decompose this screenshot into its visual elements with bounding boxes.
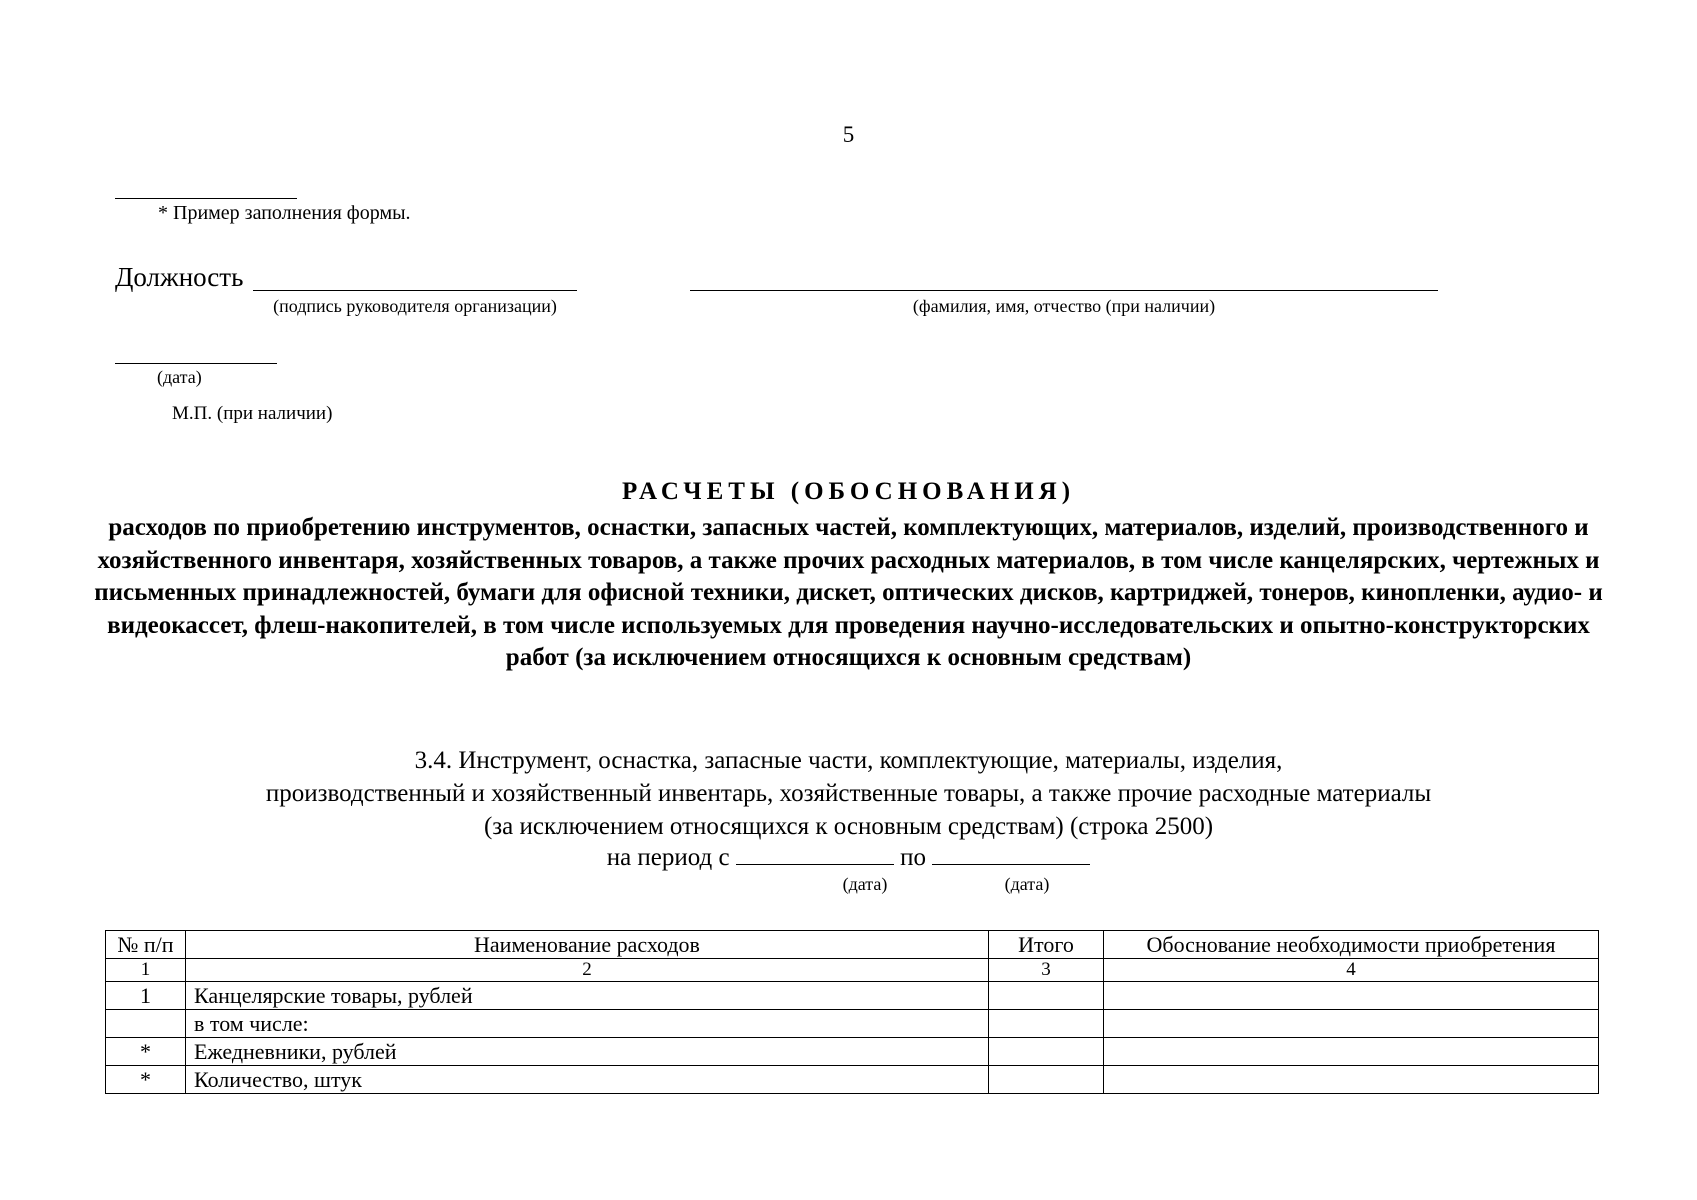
- colnum-4: 4: [1104, 959, 1599, 982]
- expense-table: [105, 930, 1599, 1094]
- footnote-text: * Пример заполнения формы.: [158, 202, 411, 224]
- colnum-2: 2: [186, 959, 989, 982]
- page-number: 5: [842, 122, 855, 147]
- header-total: Итого: [989, 931, 1104, 959]
- header-name: Наименование расходов: [186, 931, 989, 959]
- row-total[interactable]: [989, 1010, 1104, 1038]
- table-row: [106, 1066, 1599, 1094]
- signature-date-caption: (дата): [157, 367, 202, 387]
- section-heading-line-3: (за исключением относящихся к основным средствам) (строка 2500): [483, 813, 1214, 840]
- section-heading-line-1: 3.4. Инструмент, оснастка, запасные части, комплектующие, материалы, изделия,: [414, 747, 1283, 774]
- row-justification[interactable]: [1104, 1038, 1599, 1066]
- document-title: РАСЧЕТЫ (ОБОСНОВАНИЯ): [621, 478, 1076, 505]
- column-number-row: [106, 959, 1599, 982]
- section-heading: [80, 744, 1617, 843]
- table-row: [106, 1038, 1599, 1066]
- colnum-1: 1: [106, 959, 186, 982]
- period-middle: по: [900, 844, 927, 871]
- header-num: № п/п: [106, 931, 186, 959]
- row-justification[interactable]: [1104, 1066, 1599, 1094]
- row-total[interactable]: [989, 1038, 1104, 1066]
- document-subtitle: расходов по приобретению инструментов, оснастки, запасных частей, комплектующих, материалов, изделий, производственного и хозяйственного инвентаря, хозяйственных товаров, а также прочих расходных материалов, в том числе канцелярских, чертежных и письменных принадлежностей, бумаги для офисной техники, дискет, оптических дисков, картриджей, тонеров, кинопленки, аудио- и видеокассет, флеш-накопителей, в том числе используемых для проведения научно-исследовательских и опытно-конструкторских работ (за исключением относящихся к основным средствам): [94, 514, 1603, 671]
- period-to-caption: (дата): [1004, 874, 1050, 894]
- footnote-separator: [115, 198, 297, 199]
- full-name-line: [690, 290, 1438, 291]
- row-total[interactable]: [989, 982, 1104, 1010]
- signature-line: [253, 290, 577, 291]
- signature-caption: (подпись руководителя организации): [273, 296, 557, 316]
- row-name: Количество, штук: [186, 1066, 989, 1094]
- row-justification[interactable]: [1104, 982, 1599, 1010]
- row-num: *: [106, 1066, 186, 1094]
- header-justification: Обоснование необходимости приобретения: [1104, 931, 1599, 959]
- row-total[interactable]: [989, 1066, 1104, 1094]
- stamp-caption: М.П. (при наличии): [172, 403, 333, 424]
- full-name-caption: (фамилия, имя, отчество (при наличии): [912, 296, 1216, 316]
- colnum-3: 3: [989, 959, 1104, 982]
- row-name: Канцелярские товары, рублей: [186, 982, 989, 1010]
- period-line: [0, 842, 1697, 872]
- row-name: в том числе:: [186, 1010, 989, 1038]
- position-label: Должность: [115, 262, 244, 292]
- section-heading-line-2: производственный и хозяйственный инвентарь, хозяйственные товары, а также прочие расходные материалы: [265, 780, 1432, 807]
- row-name: Ежедневники, рублей: [186, 1038, 989, 1066]
- period-from-caption: (дата): [842, 874, 888, 894]
- period-from-field[interactable]: [736, 842, 894, 865]
- row-num: [106, 1010, 186, 1038]
- table-header-row: [106, 931, 1599, 959]
- row-justification[interactable]: [1104, 1010, 1599, 1038]
- period-prefix: на период с: [606, 844, 730, 871]
- row-num: *: [106, 1038, 186, 1066]
- table-row: [106, 982, 1599, 1010]
- table-row: [106, 1010, 1599, 1038]
- row-num: 1: [106, 982, 186, 1010]
- signature-date-line: [115, 363, 277, 364]
- period-to-field[interactable]: [932, 842, 1090, 865]
